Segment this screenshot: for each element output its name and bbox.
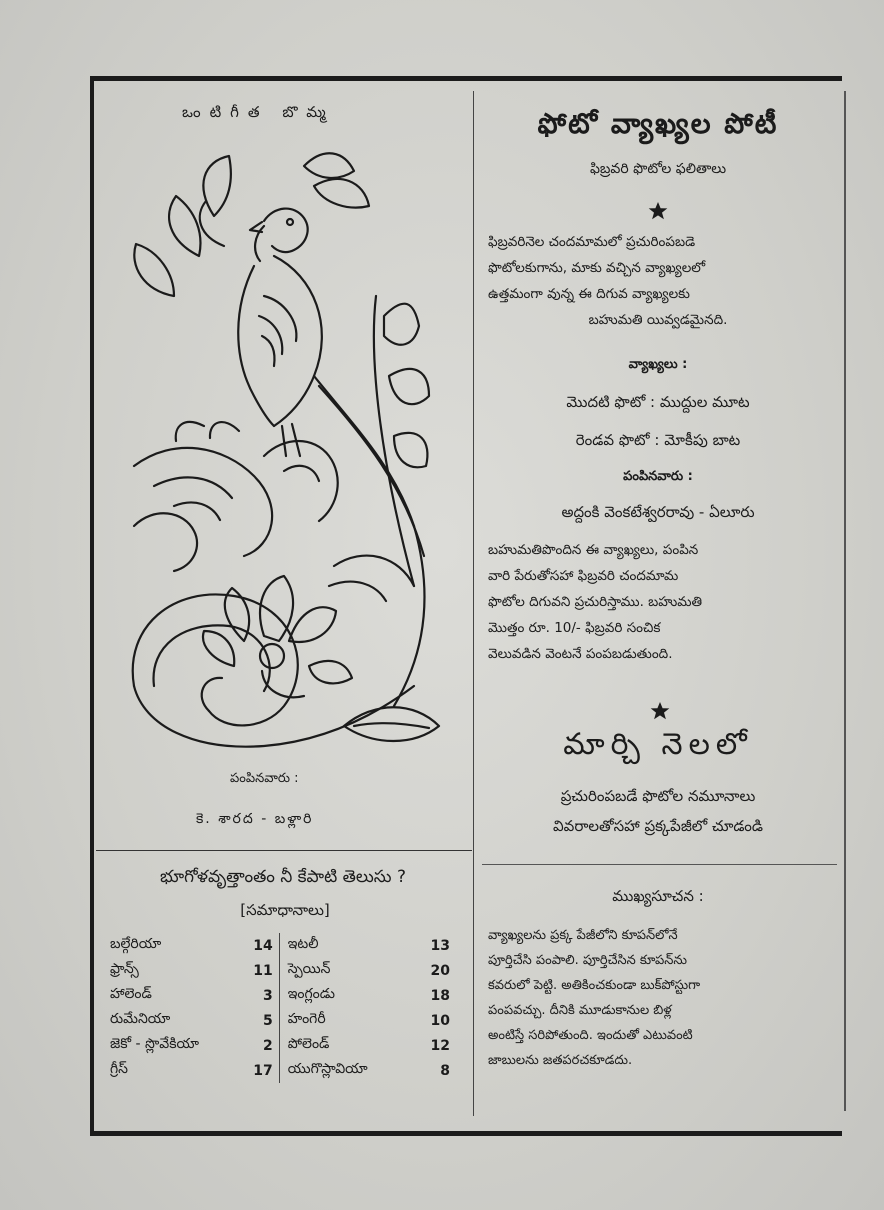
frame-right-border bbox=[844, 91, 846, 1111]
comments-heading: వ్యాఖ్యలు : bbox=[628, 357, 688, 372]
answer-country: గ్రీస్ bbox=[110, 1061, 128, 1077]
answer-number: 3 bbox=[247, 983, 279, 1008]
answer-number: 2 bbox=[247, 1033, 279, 1058]
answer-country: ఇంగ్లండు bbox=[287, 986, 335, 1002]
note-paragraph bbox=[488, 923, 828, 1073]
answer-number: 5 bbox=[247, 1008, 279, 1033]
star-icon bbox=[648, 201, 668, 221]
intro-line: ఫిబ్రవరినెల చందమామలో ప్రచురింపబడె bbox=[488, 234, 696, 250]
answer-number: 10 bbox=[430, 1012, 450, 1029]
march-heading: మార్చి నెలలో bbox=[563, 727, 753, 762]
senders-heading: పంపినవారు : bbox=[623, 469, 693, 484]
intro-line: ఫొటోలకుగాను, మాకు వచ్చిన వ్యాఖ్యలలో bbox=[488, 260, 706, 276]
intro-paragraph bbox=[488, 229, 828, 333]
answer-country: యుగొస్లావియా bbox=[287, 1061, 368, 1077]
answer-country: జెకో - స్లొవేకియా bbox=[110, 1036, 200, 1052]
contest-subtitle: ఫిబ్రవరి ఫొటోల ఫలితాలు bbox=[589, 161, 727, 177]
right-section-divider bbox=[482, 864, 837, 865]
art-sender-label: పంపినవారు : bbox=[230, 771, 299, 786]
answer-number: 18 bbox=[430, 987, 450, 1004]
prize-line: బహుమతిపొందిన ఈ వ్యాఖ్యలు, పంపిన bbox=[488, 542, 699, 558]
comment-second-photo: రెండవ ఫొటో : మోకీపు బాట bbox=[575, 431, 741, 449]
prize-paragraph bbox=[488, 537, 828, 667]
answer-number: 20 bbox=[430, 962, 450, 979]
answer-country: హంగెరీ bbox=[287, 1011, 326, 1027]
answer-country: రుమేనియా bbox=[110, 1011, 171, 1027]
answer-country: ఫ్రాన్స్ bbox=[110, 961, 139, 977]
answer-country: స్పెయిన్ bbox=[287, 961, 331, 977]
march-paragraph bbox=[488, 781, 828, 841]
page-frame bbox=[90, 76, 842, 1136]
intro-line: ఉత్తమంగా వున్న ఈ దిగువ వ్యాఖ్యలకు bbox=[488, 286, 690, 302]
star-icon bbox=[650, 701, 670, 721]
answer-number: 8 bbox=[440, 1062, 450, 1079]
answer-country: పోలెండ్ bbox=[287, 1036, 330, 1052]
answer-country: బల్గేరియా bbox=[110, 936, 162, 952]
intro-line: బహుమతి యివ్వడమైనది. bbox=[588, 312, 728, 328]
note-line: అంటిస్తే సరిపోతుంది. ఇందుతో ఎటువంటి bbox=[488, 1028, 693, 1043]
quiz-title: భూగోళవృత్తాంతం నీ కేపాటి తెలుసు ? bbox=[159, 867, 406, 887]
note-line: పూర్తిచేసి పంపాలి. పూర్తిచేసిన కూపన్‌ను bbox=[488, 953, 687, 968]
table-row bbox=[106, 1033, 454, 1058]
answer-number: 17 bbox=[247, 1058, 279, 1083]
peacock-line-drawing bbox=[114, 126, 454, 766]
quiz-subtitle: [సమాధానాలు] bbox=[240, 901, 330, 919]
prize-line: వెలువడిన వెంటనే పంపబడుతుంది. bbox=[488, 646, 673, 662]
note-line: వ్యాఖ్యలను ప్రక్క పేజీలోని కూపన్‌లోనే bbox=[488, 928, 678, 943]
column-divider bbox=[473, 91, 474, 1116]
note-title: ముఖ్యసూచన : bbox=[612, 887, 704, 905]
note-line: కవరులో పెట్టి. అతికించకుండా బుక్‌పోస్టుగా bbox=[488, 978, 701, 993]
table-row bbox=[106, 933, 454, 958]
table-row bbox=[106, 1058, 454, 1083]
winner-name: అద్దంకి వెంకటేశ్వరరావు - ఏలూరు bbox=[561, 503, 755, 521]
table-row bbox=[106, 983, 454, 1008]
left-section-divider bbox=[96, 850, 472, 851]
table-row bbox=[106, 1008, 454, 1033]
comment-first-photo: మొదటి ఫొటో : ముద్దుల మూట bbox=[566, 393, 750, 411]
contest-title: ఫోటో వ్యాఖ్యల పోటీ bbox=[537, 107, 779, 140]
prize-line: వారి పేరుతోసహా ఫిబ్రవరి చందమామ bbox=[488, 568, 679, 584]
table-row bbox=[106, 958, 454, 983]
art-title: ఒంటిగీత బొమ్మ bbox=[182, 103, 335, 121]
answer-number: 13 bbox=[430, 937, 450, 954]
answer-number: 12 bbox=[430, 1037, 450, 1054]
answer-number: 14 bbox=[247, 933, 279, 958]
prize-line: మొత్తం రూ. 10/- ఫిబ్రవరి సంచిక bbox=[488, 620, 661, 636]
quiz-answers-table bbox=[106, 933, 454, 1083]
frame-left-border bbox=[90, 81, 94, 1131]
answer-country: ఇటలీ bbox=[287, 936, 319, 952]
march-line: ప్రచురింపబడే ఫొటోల నమూనాలు bbox=[560, 787, 756, 805]
prize-line: ఫొటోల దిగువని ప్రచురిస్తాము. బహుమతి bbox=[488, 594, 703, 610]
answer-number: 11 bbox=[247, 958, 279, 983]
note-line: పంపవచ్చు. దీనికి మూడుకానుల బిళ్ల bbox=[488, 1003, 672, 1018]
answer-country: హాలెండ్ bbox=[110, 986, 152, 1002]
note-line: జాబులను జతపరచకూడదు. bbox=[488, 1053, 633, 1068]
march-line: వివరాలతోసహా ప్రక్కపేజీలో చూడండి bbox=[552, 817, 764, 835]
art-sender-name: కె. శారద - బళ్లారి bbox=[196, 811, 314, 827]
